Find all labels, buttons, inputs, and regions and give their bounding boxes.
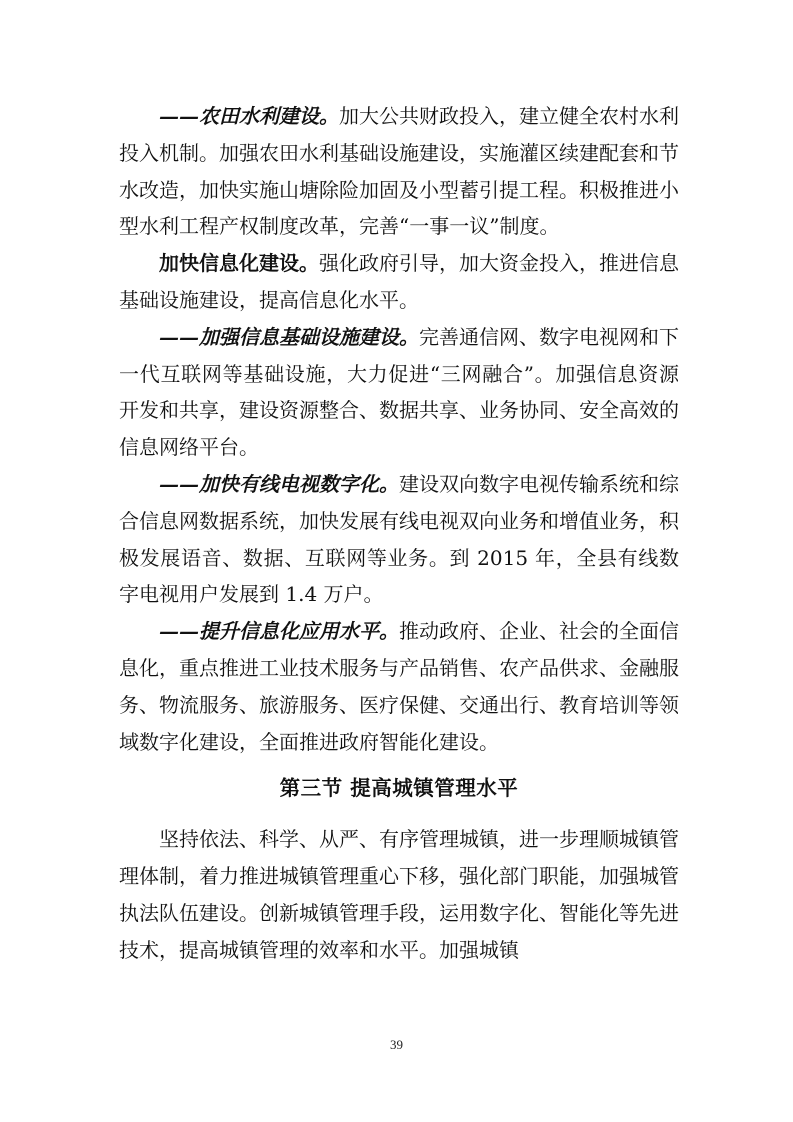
document-body	[119, 98, 679, 968]
keyword-info-infrastructure: ——加强信息基础设施建设。	[159, 324, 419, 349]
keyword-cable-tv: ——加快有线电视数字化。	[159, 471, 399, 496]
paragraph-text: 加大公共财政投入，建立健全农村水利投入机制。加强农田水利基础设施建设，实施灌区续建配套和节水改造，加快实施山塘除险加固及小型蓄引提工程。积极推进小型水利工程产权制度改革，完善“一事一议”制度。	[119, 104, 679, 239]
keyword-farmland-water: ——农田水利建设。	[159, 104, 339, 128]
paragraph-farmland-water	[119, 98, 679, 245]
paragraph-cable-tv	[119, 466, 679, 613]
paragraph-urban-management: 坚持依法、科学、从严、有序管理城镇，进一步理顺城镇管理体制，着力推进城镇管理重心下移，强化部门职能，加强城管执法队伍建设。创新城镇管理手段，运用数字化、智能化等先进技术，提高城镇管理的效率和水平。加强城镇	[119, 827, 679, 962]
paragraph-text: 建设双向数字电视传输系统和综合信息网数据系统，加快发展有线电视双向业务和增值业务，积极发展语音、数据、互联网等业务。到 2015 年，全县有线数字电视用户发展到 1.4 万户。	[119, 471, 679, 607]
paragraph-text: 强化政府引导，加大资金投入，推进信息基础设施建设，提高信息化水平。	[119, 251, 679, 312]
paragraph-info-application	[119, 613, 679, 760]
paragraph-info-infrastructure	[119, 319, 679, 466]
keyword-informatization: 加快信息化建设。	[159, 251, 319, 276]
paragraph-text: 完善通信网、数字电视网和下一代互联网等基础设施，大力促进“三网融合”。加强信息资源开发和共享，建设资源整合、数据共享、业务协同、安全高效的信息网络平台。	[119, 324, 679, 460]
page-number: 39	[390, 1037, 403, 1052]
paragraph-text: 推动政府、企业、社会的全面信息化，重点推进工业技术服务与产品销售、农产品供求、金融服务、物流服务、旅游服务、医疗保健、交通出行、教育培训等领域数字化建设，全面推进政府智能化建设。	[119, 619, 679, 754]
section-heading: 第三节 提高城镇管理水平	[279, 776, 519, 801]
paragraph-informatization	[119, 245, 679, 319]
keyword-info-application: ——提升信息化应用水平。	[159, 619, 399, 644]
